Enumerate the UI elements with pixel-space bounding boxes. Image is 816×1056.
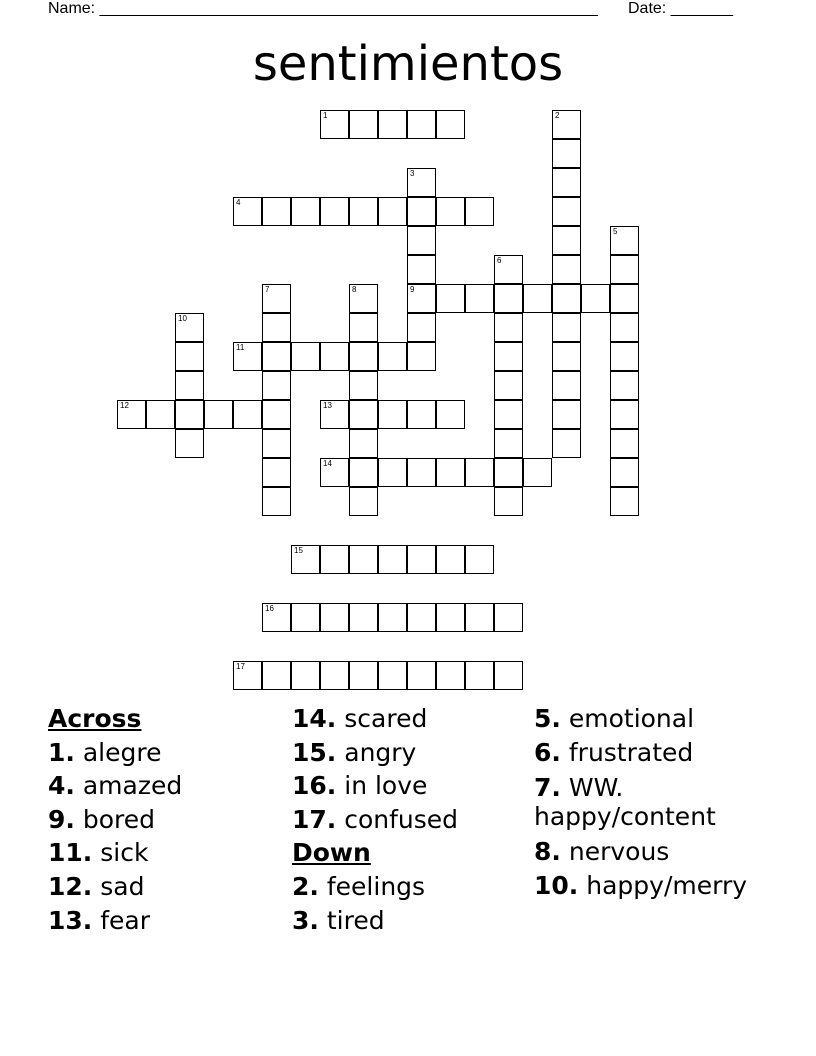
clue-across-11: 11. sick (48, 838, 149, 868)
grid-cell[interactable] (436, 661, 465, 690)
grid-cell[interactable] (552, 139, 581, 168)
grid-cell[interactable] (465, 284, 494, 313)
date-label: Date: _______ (628, 0, 733, 17)
grid-cell[interactable] (494, 429, 523, 458)
grid-cell[interactable] (436, 284, 465, 313)
grid-cell[interactable] (291, 342, 320, 371)
grid-cell[interactable] (552, 168, 581, 197)
cell-number: 8 (352, 285, 357, 294)
grid-cell[interactable] (378, 342, 407, 371)
grid-cell[interactable] (610, 429, 639, 458)
grid-cell[interactable] (610, 226, 639, 255)
clue-across-4: 4. amazed (48, 771, 183, 801)
clues-column-3 (534, 702, 774, 902)
grid-cell[interactable] (552, 110, 581, 139)
clues-column-2 (292, 702, 522, 937)
grid-cell[interactable] (349, 284, 378, 313)
grid-cell[interactable] (349, 197, 378, 226)
grid-cell[interactable] (175, 371, 204, 400)
clue-down-10: 10. happy/merry (534, 870, 748, 900)
grid-cell[interactable] (320, 400, 349, 429)
grid-cell[interactable] (349, 429, 378, 458)
grid-cell[interactable] (436, 545, 465, 574)
cell-number: 1 (323, 111, 328, 120)
grid-cell[interactable] (320, 661, 349, 690)
grid-cell[interactable] (436, 197, 465, 226)
grid-cell[interactable] (494, 313, 523, 342)
grid-cell[interactable] (552, 284, 581, 313)
grid-cell[interactable] (523, 458, 552, 487)
grid-cell[interactable] (494, 400, 523, 429)
grid-cell[interactable] (349, 458, 378, 487)
grid-cell[interactable] (494, 342, 523, 371)
cell-number: 2 (555, 111, 560, 120)
grid-cell[interactable] (262, 313, 291, 342)
grid-cell[interactable] (465, 197, 494, 226)
grid-cell[interactable] (378, 458, 407, 487)
grid-cell[interactable] (291, 661, 320, 690)
grid-cell[interactable] (407, 400, 436, 429)
grid-cell[interactable] (349, 545, 378, 574)
grid-cell[interactable] (349, 603, 378, 632)
grid-cell[interactable] (494, 371, 523, 400)
grid-cell[interactable] (378, 661, 407, 690)
grid-cell[interactable] (436, 110, 465, 139)
clue-down-6: 6. frustrated (534, 737, 694, 767)
grid-cell[interactable] (407, 255, 436, 284)
grid-cell[interactable] (552, 313, 581, 342)
grid-cell[interactable] (436, 458, 465, 487)
grid-cell[interactable] (552, 197, 581, 226)
name-label: Name: ________________________________________________________ (48, 0, 598, 17)
across-heading: Across (48, 704, 142, 733)
grid-cell[interactable] (262, 661, 291, 690)
cell-number: 15 (294, 546, 303, 555)
grid-cell[interactable] (523, 284, 552, 313)
cell-number: 14 (323, 459, 332, 468)
clue-down-3: 3. tired (292, 905, 385, 935)
grid-cell[interactable] (262, 458, 291, 487)
cell-number: 9 (410, 285, 415, 294)
cell-number: 5 (613, 227, 618, 236)
grid-cell[interactable] (291, 545, 320, 574)
grid-cell[interactable] (407, 342, 436, 371)
grid-cell[interactable] (349, 110, 378, 139)
grid-cell[interactable] (407, 110, 436, 139)
clue-across-13: 13. fear (48, 905, 151, 935)
grid-cell[interactable] (320, 603, 349, 632)
clue-across-16: 16. in love (292, 771, 428, 801)
cell-number: 11 (236, 343, 245, 352)
clue-down-8: 8. nervous (534, 837, 670, 867)
grid-cell[interactable] (175, 400, 204, 429)
grid-cell[interactable] (320, 110, 349, 139)
grid-cell[interactable] (378, 400, 407, 429)
grid-cell[interactable] (407, 197, 436, 226)
grid-cell[interactable] (407, 458, 436, 487)
grid-cell[interactable] (436, 603, 465, 632)
cell-number: 7 (265, 285, 270, 294)
grid-cell[interactable] (552, 255, 581, 284)
grid-cell[interactable] (407, 545, 436, 574)
grid-cell[interactable] (262, 400, 291, 429)
grid-cell[interactable] (494, 284, 523, 313)
clue-across-15: 15. angry (292, 737, 417, 767)
grid-cell[interactable] (407, 284, 436, 313)
grid-cell[interactable] (262, 197, 291, 226)
grid-cell[interactable] (146, 400, 175, 429)
grid-cell[interactable] (262, 429, 291, 458)
grid-cell[interactable] (349, 371, 378, 400)
grid-cell[interactable] (291, 197, 320, 226)
grid-cell[interactable] (494, 255, 523, 284)
grid-cell[interactable] (378, 545, 407, 574)
grid-cell[interactable] (349, 313, 378, 342)
grid-cell[interactable] (610, 342, 639, 371)
puzzle-title: sentimientos (252, 36, 564, 92)
grid-cell[interactable] (610, 371, 639, 400)
grid-cell[interactable] (552, 400, 581, 429)
grid-cell[interactable] (552, 371, 581, 400)
down-heading: Down (292, 838, 371, 868)
grid-cell[interactable] (233, 197, 262, 226)
cell-number: 13 (323, 401, 332, 410)
cell-number: 4 (236, 198, 241, 207)
cell-number: 6 (497, 256, 502, 265)
grid-cell[interactable] (494, 458, 523, 487)
grid-cell[interactable] (436, 400, 465, 429)
clue-across-17: 17. confused (292, 804, 459, 834)
grid-cell[interactable] (349, 661, 378, 690)
clue-down-7: 7. WW. happy/content (534, 773, 716, 832)
grid-cell[interactable] (233, 661, 262, 690)
clue-down-5: 5. emotional (534, 704, 695, 733)
grid-cell[interactable] (552, 342, 581, 371)
grid-cell[interactable] (378, 197, 407, 226)
cell-number: 3 (410, 169, 415, 178)
clue-across-9: 9. bored (48, 804, 156, 834)
grid-cell[interactable] (610, 400, 639, 429)
cell-number: 17 (236, 662, 245, 671)
grid-cell[interactable] (349, 342, 378, 371)
grid-cell[interactable] (233, 342, 262, 371)
cell-number: 10 (178, 314, 187, 323)
grid-cell[interactable] (349, 400, 378, 429)
grid-cell[interactable] (610, 284, 639, 313)
grid-cell[interactable] (407, 313, 436, 342)
grid-cell[interactable] (320, 197, 349, 226)
grid-cell[interactable] (233, 400, 262, 429)
grid-cell[interactable] (262, 603, 291, 632)
clue-down-2: 2. feelings (292, 871, 426, 901)
grid-cell[interactable] (465, 661, 494, 690)
grid-cell[interactable] (262, 342, 291, 371)
grid-cell[interactable] (581, 284, 610, 313)
grid-cell[interactable] (494, 487, 523, 516)
grid-cell[interactable] (465, 545, 494, 574)
grid-cell[interactable] (262, 487, 291, 516)
grid-cell[interactable] (262, 284, 291, 313)
grid-cell[interactable] (320, 458, 349, 487)
grid-cell[interactable] (175, 313, 204, 342)
clue-across-12: 12. sad (48, 871, 145, 901)
grid-cell[interactable] (291, 603, 320, 632)
grid-cell[interactable] (378, 110, 407, 139)
grid-cell[interactable] (204, 400, 233, 429)
grid-cell[interactable] (610, 255, 639, 284)
clue-across-1: 1. alegre (48, 737, 162, 767)
cell-number: 12 (120, 401, 129, 410)
grid-cell[interactable] (407, 661, 436, 690)
grid-cell[interactable] (610, 487, 639, 516)
cell-number: 16 (265, 604, 274, 613)
grid-cell[interactable] (407, 226, 436, 255)
grid-cell[interactable] (262, 371, 291, 400)
grid-cell[interactable] (407, 603, 436, 632)
grid-cell[interactable] (465, 603, 494, 632)
grid-cell[interactable] (552, 429, 581, 458)
clues-column-1 (48, 702, 278, 937)
grid-cell[interactable] (610, 313, 639, 342)
grid-cell[interactable] (552, 226, 581, 255)
grid-cell[interactable] (175, 429, 204, 458)
grid-cell[interactable] (494, 603, 523, 632)
grid-cell[interactable] (349, 487, 378, 516)
grid-cell[interactable] (117, 400, 146, 429)
grid-cell[interactable] (320, 545, 349, 574)
grid-cell[interactable] (610, 458, 639, 487)
grid-cell[interactable] (465, 458, 494, 487)
grid-cell[interactable] (378, 603, 407, 632)
grid-cell[interactable] (175, 342, 204, 371)
clue-across-14: 14. scared (292, 704, 428, 733)
grid-cell[interactable] (320, 342, 349, 371)
grid-cell[interactable] (407, 168, 436, 197)
grid-cell[interactable] (494, 661, 523, 690)
